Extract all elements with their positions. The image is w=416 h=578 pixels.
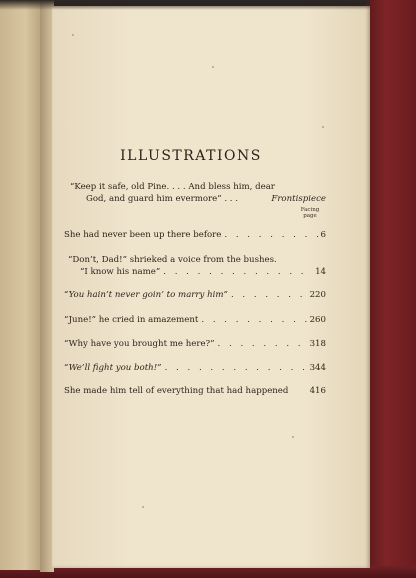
illustration-entry — [64, 362, 326, 374]
entry-text: “Why have you brought me here?” — [64, 339, 215, 349]
entry-page: 318 — [309, 339, 326, 349]
illustration-entry — [64, 385, 326, 397]
illustration-entry — [64, 314, 326, 326]
entry-page: 344 — [309, 363, 326, 373]
entry-text: She made him tell of everything that had happened — [64, 386, 289, 396]
illustration-entry — [64, 289, 326, 301]
page-title: ILLUSTRATIONS — [120, 148, 262, 164]
illustration-entry — [64, 338, 326, 350]
facing-page-label: Facing page — [300, 207, 320, 219]
entry-text: “You hain’t never goin’ to marry him” — [64, 290, 228, 300]
entry-page: 260 — [309, 315, 326, 325]
illustration-entry — [64, 254, 326, 278]
entry-text-line2: God, and guard him evermore” . . . — [86, 194, 238, 204]
top-shadow — [0, 0, 370, 10]
entry-page: 14 — [315, 267, 326, 277]
entry-text: “June!” he cried in amazement — [64, 315, 199, 325]
facing-page-edge — [0, 0, 43, 570]
book-cover-edge — [366, 0, 416, 578]
illustration-entry — [64, 229, 326, 241]
entry-text-line2: “I know his name” — [80, 267, 161, 277]
book-page — [52, 6, 370, 568]
entry-page: 416 — [309, 386, 326, 396]
entry-text: “We’ll fight you both!” — [64, 363, 162, 373]
entry-text-line1: “Keep it safe, old Pine. . . . And bless him, dear — [70, 182, 275, 192]
entry-page: 6 — [320, 230, 326, 240]
entry-text-line1: “Don’t, Dad!” shrieked a voice from the bushes. — [68, 255, 277, 265]
entry-text: She had never been up there before — [64, 230, 222, 240]
illustration-entry-frontispiece — [64, 181, 326, 205]
entry-page: Frontispiece — [271, 194, 326, 204]
entry-page: 220 — [309, 290, 326, 300]
